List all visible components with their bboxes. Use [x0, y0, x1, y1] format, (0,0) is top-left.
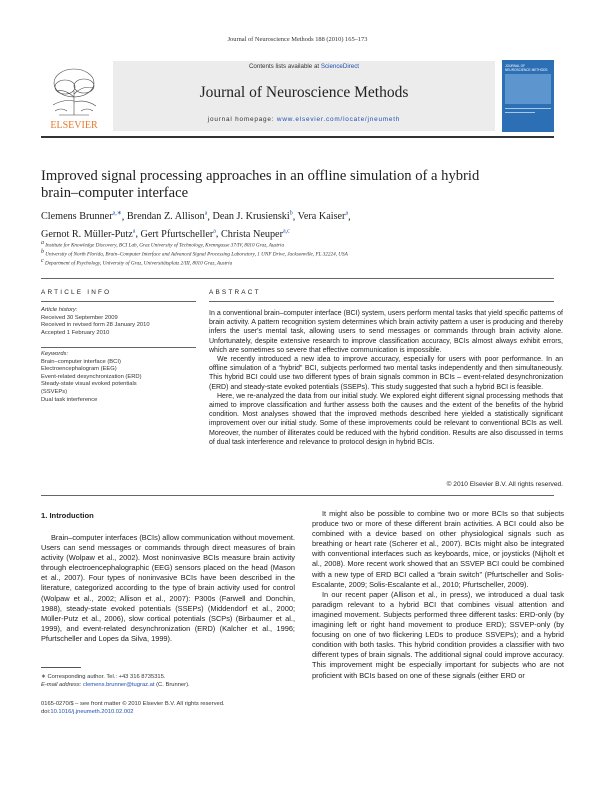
abstract-heading: ABSTRACT [209, 289, 261, 296]
cover-panel [505, 74, 551, 104]
keywords [41, 351, 201, 404]
abstract-paragraph: We recently introduced a new idea to improve accuracy, especially for users with poor performance. In an offline simulation of a “hybrid” BCI, subjects performed two mental tasks independently and then simultaneously. This hybrid BCI could use two different types of brain signals common in BCIs – event-related desynchronization (ERD) and steady-state evoked potentials (SSEPs). This study suggested that such a hybrid BCI is feasible. [209, 356, 563, 391]
author: Vera Kaiser$^a$ [297, 211, 349, 223]
history-item: Received in revised form 28 January 2010 [41, 322, 150, 329]
body-paragraph: Brain–computer interfaces (BCIs) allow communication without movement. Users can send messages or commands through direct measures of brain activity (Wolpaw et al., 2002). Most noninvasive BCIs measure brain activity through electroencephalographic (EEG) sensors placed on the head (Mason et al., 2007). Four types of noninvasive BCIs have been described in the literature, categorized according to the type of brain activity used for control (Wolpaw et al., 2002; Allison et al., 2007): P300s (Farwell and Donchin, 1988), steady-state evoked potentials (SSEPs) (Middendorf et al., 2000; Müller-Putz et al., 2006), slow cortical potentials (SCPs) (Birbaumer et al., 1999), and event-related desynchronization (ERD) (Kalcher et al., 1996; Pfurtscheller and Lopes da Silva, 1999). [41, 533, 295, 643]
body-paragraph: In our recent paper (Allison et al., in press), we introduced a dual task paradigm relevant to a hybrid BCI that combines visual attention and imagined movement. Subjects performed three different tasks: ERD-only (by imagining left or right hand movement to produce ERD); SSVEP-only (by focusing on one of two flickering LEDs to produce SSVEPs); and a hybrid condition with both tasks. This hybrid condition provides a classifier with two different types of brain signals. The additional signal could improve accuracy. This improvement might be especially important for subjects who are not proficient with BCIs based on one of these signals (either ERD or [312, 589, 564, 680]
author: Gernot R. Müller-Putz$^a$ [41, 228, 136, 240]
affiliation: $^b$ University of North Florida, Brain–Computer Interface and Advanced Signal Processing Laboratory, 1 UNF Drive, Jacksonville, FL 32224, USA [41, 249, 348, 258]
journal-title: Journal of Neuroscience Methods [199, 84, 409, 101]
journal-homepage-line [113, 116, 495, 123]
keyword: Steady-state visual evoked potentials [41, 381, 137, 388]
article-history [41, 307, 201, 337]
contents-prefix: Contents lists available at [248, 63, 321, 70]
article-info-rule [41, 301, 196, 302]
cover-title: JOURNAL OF NEUROSCIENCE METHODS [505, 64, 548, 72]
cover-line [505, 108, 551, 109]
doi-line: doi:10.1016/j.jneumeth.2010.02.002 [41, 709, 134, 715]
abstract-body [209, 309, 563, 447]
section-heading: 1. Introduction [41, 511, 94, 520]
keyword: Brain–computer interface (BCI) [41, 358, 121, 365]
keyword: Event-related desynchronization (ERD) [41, 373, 142, 380]
history-item: Received 30 September 2009 [41, 314, 118, 321]
affiliation: $^a$ Institute for Knowledge Discovery, BCI Lab, Graz University of Technology, Krenngasse 37/IV, 8010 Graz, Austria [41, 240, 285, 249]
author: Clemens Brunner$^{a,∗}$ [41, 211, 122, 223]
keywords-label: Keywords: [41, 351, 69, 357]
footnote-rule [41, 667, 81, 668]
cover-line [505, 112, 535, 113]
history-item: Accepted 1 February 2010 [41, 329, 110, 336]
elsevier-logo [41, 61, 107, 131]
abstract-paragraph: Here, we re-analyzed the data from our initial study. We explored eight different signal processing methods that aimed to improve classification and further assess both the causes and the extent of the benefits of the hybrid condition. Most analyses showed that the improved methods described here yielded a statistically significant improvement over our initial study. Some of these improvements could be relevant to conventional BCIs as well. Moreover, the number of illiterates could be reduced with the hybrid condition. Results are also discussed in terms of dual task interference and relevance to protocol design in hybrid BCIs. [209, 392, 563, 446]
keyword: Electroencephalogram (EEG) [41, 366, 117, 373]
author: Gert Pfurtscheller$^a$ [140, 228, 216, 240]
abstract-paragraph: In a conventional brain–computer interface (BCI) system, users perform mental tasks that yield specific patterns of brain activity. A pattern recognition system determines which brain activity pattern a user is producing and thereby infers the user's mental task, allowing users to send messages or commands through brain activity alone. Unfortunately, despite extensive research to improve classification accuracy, BCIs almost always exhibit errors, which are sometimes so severe that effective communication is impossible. [209, 310, 563, 354]
article-info-heading: ARTICLE INFO [41, 289, 112, 296]
journal-reference: Journal of Neuroscience Methods 188 (2010) 165–173 [227, 36, 368, 43]
journal-cover-image [502, 60, 554, 132]
body-column-right [312, 509, 564, 681]
email-link[interactable]: clemens.brunner@tugraz.at [82, 682, 155, 688]
author: Christa Neuper$^{a,c}$ [221, 228, 290, 240]
article-title-line: brain–computer interface [41, 185, 189, 201]
abstract-rule [209, 301, 554, 302]
homepage-link[interactable]: www.elsevier.com/locate/jneumeth [276, 116, 401, 123]
doi-link[interactable]: 10.1016/j.jneumeth.2010.02.002 [50, 709, 134, 715]
elsevier-tree-icon [41, 61, 107, 131]
contents-available-line [113, 63, 495, 70]
homepage-prefix: journal homepage: [207, 116, 277, 123]
author: Dean J. Krusienski$^b$ [212, 211, 293, 223]
issn-line: 0165-0270/$ – see front matter © 2010 Elsevier B.V. All rights reserved. [41, 701, 225, 707]
sciencedirect-link[interactable]: ScienceDirect [320, 63, 360, 70]
copyright: © 2010 Elsevier B.V. All rights reserved. [446, 481, 563, 488]
body-paragraph: It might also be possible to combine two or more BCIs so that subjects produce two or more of these different brain activities. A BCI could also be combined with a device based on other physiological signals such as breathing or heart rate (Scherer et al., 2007). BCIs might also be integrated with conventional interfaces such as keyboards, mice, or joysticks (Nijholt et al., 2008). More recent work showed that an SSVEP BCI could be combined with a new type of ERD BCI called a “brain switch” (Pfurtscheller and Solis-Escalante, 2009; Solis-Escalante et al., 2010; Pfurtscheller, 2009). [312, 509, 564, 589]
author: Brendan Z. Allison$^a$ [126, 211, 208, 223]
body-column-left [41, 533, 295, 644]
history-label: Article history: [41, 307, 78, 313]
keyword: Dual task interference [41, 396, 98, 403]
keywords-rule [41, 347, 196, 348]
author-list: Clemens Brunner$^{a,∗}$, Brendan Z. Allison$^a$, Dean J. Krusienski$^b$, Vera Kaiser$^a$, Gernot R. Müller-Putz$^a$, Gert Pfurtscheller$^a$, Christa Neuper$^{a,c}$ [41, 211, 351, 240]
keyword: (SSVEPs) [41, 388, 68, 395]
header-rule [41, 136, 554, 138]
article-title-line: Improved signal processing approaches in an offline simulation of a hybrid [41, 168, 480, 184]
corresponding-author-note: ∗ Corresponding author. Tel.: +43 316 8735315. [41, 674, 166, 680]
article-title [41, 168, 561, 202]
email-note: E-mail address: clemens.brunner@tugraz.at (C. Brunner). [41, 682, 190, 688]
affiliation: $^c$ Department of Psychology, University of Graz, Universitätsplatz 2/III, 8010 Graz, Austria [41, 258, 233, 267]
abstract-end-rule [41, 495, 554, 496]
publisher-name: ELSEVIER [50, 120, 98, 131]
affiliation-rule [41, 278, 554, 279]
